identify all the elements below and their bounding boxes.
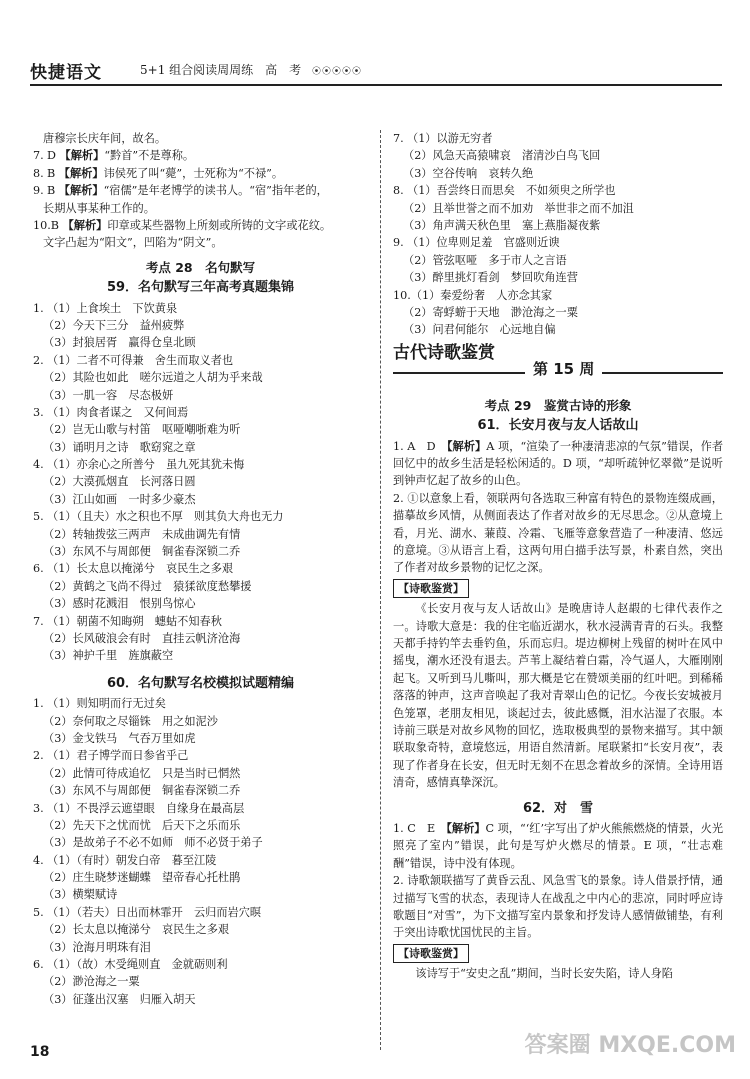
list-item: （3）问君何能尔 心远地自偏 (403, 323, 556, 337)
brand-title: 快捷语文 (30, 63, 102, 83)
list-item: （2）庄生晓梦迷蝴蝶 望帝春心托杜鹃 (43, 871, 241, 885)
list-item: （2）转轴拨弦三两声 未成曲调先有情 (43, 527, 241, 541)
section-60-list-continued (393, 130, 723, 339)
answer-item-8: 8. B 【解析】讳侯死了叫“薨”，士死称为“不禄”。 (33, 166, 284, 180)
list-item: 5. （1）（且夫）水之积也不厚 则其负大舟也无力 (33, 510, 284, 524)
list-item: （3）角声满天秋色里 塞上燕脂凝夜紫 (403, 218, 601, 232)
list-item: （2）长太息以掩涕兮 哀民生之多艰 (43, 923, 230, 937)
list-item: （3）横槊赋诗 (43, 888, 118, 902)
list-item: （2）寄蜉蝣于天地 渺沧海之一粟 (403, 305, 578, 319)
watermark-logo: 答案圈 MXQE.COM (524, 1033, 736, 1058)
section-62-heading: 62．对 雪 (522, 800, 594, 816)
section-62-appreciation-label: 【诗歌鉴赏】 (393, 942, 723, 965)
column-divider (380, 130, 381, 1050)
section-61-heading: 61．长安月夜与友人话故山 (477, 418, 639, 434)
list-item: （2）今天下三分 益州疲弊 (43, 318, 185, 332)
section-62-q1: 1. C E 【解析】C 项，“‘红’字写出了炉火熊熊燃烧的情景，火光照亮了室内”错误，此句是写炉火燃尽的情景。E 项，“壮志难酬”错误，诗中没有体现。 (393, 822, 724, 870)
list-item: （3）诵明月之诗 歌窈窕之章 (43, 440, 196, 454)
list-item: 1. （1）上食埃土 下饮黄泉 (33, 301, 178, 315)
answer-item-9: 9. B 【解析】“宿儒”是年老博学的读书人。“宿”指年老的， (33, 184, 328, 198)
right-column (393, 130, 723, 983)
list-item: （3）空谷传响 哀转久绝 (403, 166, 534, 180)
chapter-banner (393, 342, 723, 389)
list-item: 6. （1）（故）木受绳则直 金就砺则利 (33, 958, 228, 972)
answer-item-7: 7. D 【解析】“黔首”不是尊称。 (33, 149, 195, 163)
list-item: 8. （1）吾尝终日而思矣 不如须臾之所学也 (393, 184, 616, 198)
list-item: （3）东风不与周郎便 铜雀春深锁二乔 (43, 545, 241, 559)
intro-line: 唐穆宗长庆年间，故名。 (43, 132, 167, 145)
section-59-heading: 59．名句默写三年高考真题集锦 (106, 280, 295, 296)
list-item: （3）征蓬出汉塞 归雁入胡天 (43, 992, 196, 1006)
list-item: 3. （1）肉食者谋之 又何间焉 (33, 405, 189, 419)
list-item: 1. （1）则知明而行无过矣 (33, 697, 166, 711)
list-item: （2）大漠孤烟直 长河落日圆 (43, 475, 196, 489)
series-subtitle: 5+1 组合阅读周周练 高 考 (140, 63, 302, 77)
section-61-appreciation-label: 【诗歌鉴赏】 (393, 577, 723, 600)
chapter-title: 古代诗歌鉴赏 (393, 342, 495, 363)
list-item: 9. （1）位卑则足羞 官盛则近谀 (393, 236, 560, 250)
list-item: （2）黄鹤之飞尚不得过 猿猱欲度愁攀援 (43, 579, 252, 593)
list-item: （3）醉里挑灯看剑 梦回吹角连营 (403, 271, 578, 285)
list-item: （2）长风破浪会有时 直挂云帆济沧海 (43, 631, 241, 645)
list-item: 2. （1）二者不可得兼 舍生而取义者也 (33, 353, 234, 367)
list-item: 3. （1）不畏浮云遮望眼 自缘身在最高层 (33, 801, 245, 815)
list-item: 5. （1）（若夫）日出而林霏开 云归而岩穴暝 (33, 905, 262, 919)
section-61-appreciation: 《长安月夜与友人话故山》是晚唐诗人赵嘏的七律代表作之一。诗歌大意是：我的住宅临近湖水，秋水浸满青青的石头。我整天都手持钓竿去垂钓鱼，乐而忘归。堤边柳树上残留的树叶在风中摇曳，潮水还没有退去。芦苇上凝结着白霜，冷气逼人，大雁刚刚起飞。又听到马儿嘶叫，那大概是它在赞颂美丽的红叶吧。到稀稀落落的钟声，这声音唤起了我对青翠山色的记忆。今夜长安城被月色笼罩，老朋友相见，谈起过去，彼此感慨，泪水沾湿了衣服。本诗前三联是对故乡风物的回忆，选取极典型的景物来描写。其中颔联取象奇特，意境悠远，用语自然清新。尾联紧扣“长安月夜”，表现了作者身在长安，但无时无刻不在思念着故乡的深情。全诗用语清奇，感情真挚深沉。 (393, 602, 723, 790)
list-item: （2）奈何取之尽锱铢 用之如泥沙 (43, 714, 218, 728)
list-item: （2）渺沧海之一粟 (43, 975, 140, 989)
list-item: （3）江山如画 一时多少豪杰 (43, 492, 196, 506)
list-item: （2）其险也如此 嗟尔远道之人胡为乎来哉 (43, 371, 263, 385)
list-item: （3）是故弟子不必不如师 师不必贤于弟子 (43, 836, 263, 850)
section-62-appreciation: 该诗写于“安史之乱”期间，当时长安失陷，诗人身陷 (415, 967, 673, 981)
list-item: （3）金戈铁马 气吞万里如虎 (43, 731, 196, 745)
section-60-list (33, 695, 368, 1008)
decorative-dots-icon: ⦿⦿⦿⦿⦿ (312, 67, 363, 77)
list-item: （3）沧海月明珠有泪 (43, 940, 151, 954)
answer-item-10: 10.B 【解析】印章或某些器物上所刻或所铸的文字或花纹。 (33, 218, 332, 232)
week-label: 第 15 周 (525, 361, 602, 378)
list-item: 4. （1）（有时）朝发白帝 暮至江陵 (33, 853, 217, 867)
list-item: 4. （1）亦余心之所善兮 虽九死其犹未悔 (33, 458, 245, 472)
section-60-heading: 60．名句默写名校模拟试题精编 (106, 675, 295, 691)
answer-item-9-cont: 长期从事某种工作的。 (43, 201, 155, 215)
list-item: （2）先天下之忧而忧 后天下之乐而乐 (43, 818, 241, 832)
section-61-q2: 2. ①以意象上看，领联两句各选取三种富有特色的景物连缀成画，描摹故乡风情，从侧面表达了作者对故乡的无尽思念。②从意境上看，月光、湖水、蒹葭、冷霜、飞雁等意象营造了一种凄清、悠远的意境。③从语言上看，这两句用白描手法写景，朴素自然，突出了作者对故乡景物的记忆之深。 (393, 491, 723, 575)
list-item: （2）且举世誉之而不加劝 举世非之而不加沮 (403, 201, 634, 215)
page-number: 18 (30, 1044, 50, 1060)
list-item: （3）感时花溅泪 恨别鸟惊心 (43, 597, 196, 611)
left-column (33, 130, 368, 1008)
list-item: 7. （1）以游无穷者 (393, 132, 493, 145)
section-62-q2: 2. 诗歌颔联描写了黄昏云乱、风急雪飞的景象。诗人借景抒情，通过描写飞雪的状态，表现诗人在战乱之中内心的悲凉，同时呼应诗歌题目“对雪”，为下文描写室内景象和抒发诗人感情做铺垫，有利于突出诗歌忧国忧民的主旨。 (393, 874, 723, 940)
list-item: （2）岂无山歌与村笛 呕哑嘲哳难为听 (43, 423, 241, 437)
list-item: （3）封狼居胥 赢得仓皇北顾 (43, 336, 196, 350)
list-item: 7. （1）朝菌不知晦朔 蟪蛄不知春秋 (33, 614, 222, 628)
answer-item-10-cont: 文字凸起为“阳文”，凹陷为“阴文”。 (43, 236, 223, 250)
list-item: 6. （1）长太息以掩涕兮 哀民生之多艰 (33, 562, 234, 576)
section-61-q1: 1. A D 【解析】A 项，“渲染了一种凄清悲凉的气氛”错误，作者回忆中的故乡生活是轻松闲适的。D 项，“却听疏钟忆翠微”是说听到钟声忆起了故乡的山色。 (393, 439, 724, 488)
list-item: （3）东风不与周郎便 铜雀春深锁二乔 (43, 784, 241, 798)
list-item: （2）管弦呕哑 多于市人之言语 (403, 253, 567, 267)
list-item: 2. （1）君子博学而日参省乎己 (33, 749, 189, 763)
kaodian-28-heading: 考点 28 名句默写 (145, 259, 256, 275)
list-item: （3）神护千里 旌旗蔽空 (43, 649, 174, 663)
list-item: （3）一肌一容 尽态极妍 (43, 388, 174, 402)
section-59-list (33, 300, 368, 665)
list-item: （2）风急天高猿啸哀 渚清沙白鸟飞回 (403, 149, 601, 163)
page-header (30, 58, 722, 86)
list-item: （2）此情可待成追忆 只是当时已惘然 (43, 766, 241, 780)
kaodian-29-heading: 考点 29 鉴赏古诗的形象 (484, 397, 632, 413)
list-item: 10.（1）秦爱纷奢 人亦念其家 (393, 288, 553, 302)
